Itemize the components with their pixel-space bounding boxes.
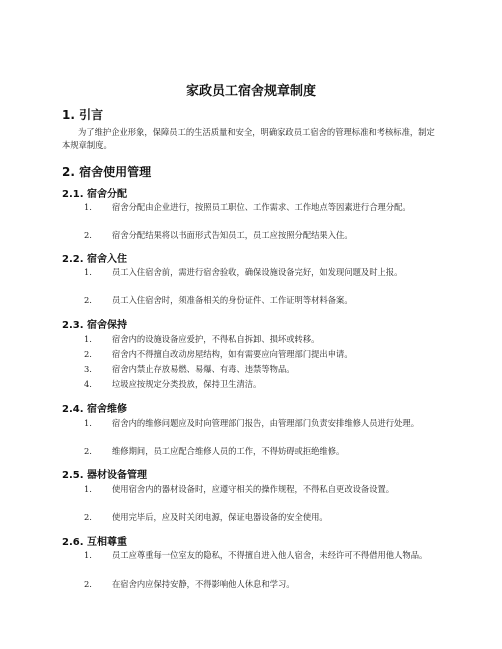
list-text: 宿舍内的维修问题应及时向管理部门报告，由管理部门负责安排维修人员进行处理。 — [112, 418, 419, 428]
list-text: 宿舍分配由企业进行，按照员工职位、工作需求、工作地点等因素进行合理分配。 — [112, 202, 411, 212]
list-number: 1. — [84, 334, 92, 344]
list-item — [62, 378, 442, 391]
intro-paragraph: 为了维护企业形象，保障员工的生活质量和安全，明确家政员工宿舍的管理标准和考核标准，制定本规章制度。 — [62, 127, 435, 150]
subsection-heading-equipment: 2.5. 器材设备管理 — [62, 470, 147, 481]
list-number: 3. — [84, 364, 92, 374]
list-item — [62, 483, 442, 496]
list-number: 1. — [84, 550, 92, 560]
list-text: 宿舍内的设施设备应爱护，不得私自拆卸、损坏或转移。 — [112, 334, 320, 344]
list-text: 使用宿舍内的器材设备时，应遵守相关的操作规程，不得私自更改设备设置。 — [112, 484, 395, 494]
list-number: 1. — [84, 484, 92, 494]
section-heading-intro: 1. 引言 — [62, 108, 104, 122]
list-text: 员工应尊重每一位室友的隐私，不得擅自进入他人宿舍，未经许可不得借用他人物品。 — [112, 550, 428, 560]
list-item — [62, 578, 442, 591]
list-text: 员工入住宿舍时，须准备相关的身份证件、工作证明等材料备案。 — [112, 295, 353, 305]
list-item — [62, 511, 442, 524]
list-number: 2. — [84, 230, 92, 240]
list-item — [62, 445, 442, 458]
list-number: 1. — [84, 418, 92, 428]
list-item — [62, 294, 442, 307]
subsection-heading-repair: 2.4. 宿舍维修 — [62, 404, 127, 415]
list-item — [62, 333, 442, 346]
subsection-heading-allocation: 2.1. 宿舍分配 — [62, 189, 127, 200]
list-number: 2. — [84, 446, 92, 456]
list-text: 维修期间，员工应配合维修人员的工作，不得妨碍或拒绝维修。 — [112, 446, 345, 456]
list-number: 4. — [84, 379, 92, 389]
list-item — [62, 549, 442, 562]
list-number: 1. — [84, 202, 92, 212]
document-title: 家政员工宿舍规章制度 — [185, 84, 316, 99]
list-number: 2. — [84, 579, 92, 589]
section-heading-usage: 2. 宿舍使用管理 — [62, 165, 152, 179]
list-item — [62, 229, 442, 242]
list-number: 1. — [84, 267, 92, 277]
subsection-heading-checkin: 2.2. 宿舍入住 — [62, 254, 127, 265]
list-item — [62, 417, 442, 430]
list-text: 使用完毕后，应及时关闭电源，保证电器设备的安全使用。 — [112, 512, 328, 522]
list-text: 在宿舍内应保持安静，不得影响他人休息和学习。 — [112, 579, 295, 589]
list-text: 员工入住宿舍前，需进行宿舍验收，确保设施设备完好，如发现问题及时上报。 — [112, 267, 403, 277]
list-item — [62, 266, 442, 279]
list-number: 2. — [84, 512, 92, 522]
list-item — [62, 348, 442, 361]
subsection-heading-respect: 2.6. 互相尊重 — [62, 537, 127, 548]
subsection-heading-maintenance: 2.3. 宿舍保持 — [62, 320, 127, 331]
list-number: 2. — [84, 295, 92, 305]
list-text: 宿舍内禁止存放易燃、易爆、有毒、违禁等物品。 — [112, 364, 295, 374]
list-item — [62, 201, 442, 214]
list-text: 宿舍分配结果将以书面形式告知员工，员工应按照分配结果入住。 — [112, 230, 353, 240]
list-number: 2. — [84, 349, 92, 359]
list-text: 垃圾应按规定分类投放，保持卫生清洁。 — [112, 379, 262, 389]
list-item — [62, 363, 442, 376]
list-text: 宿舍内不得擅自改动房屋结构，如有需要应向管理部门提出申请。 — [112, 349, 353, 359]
